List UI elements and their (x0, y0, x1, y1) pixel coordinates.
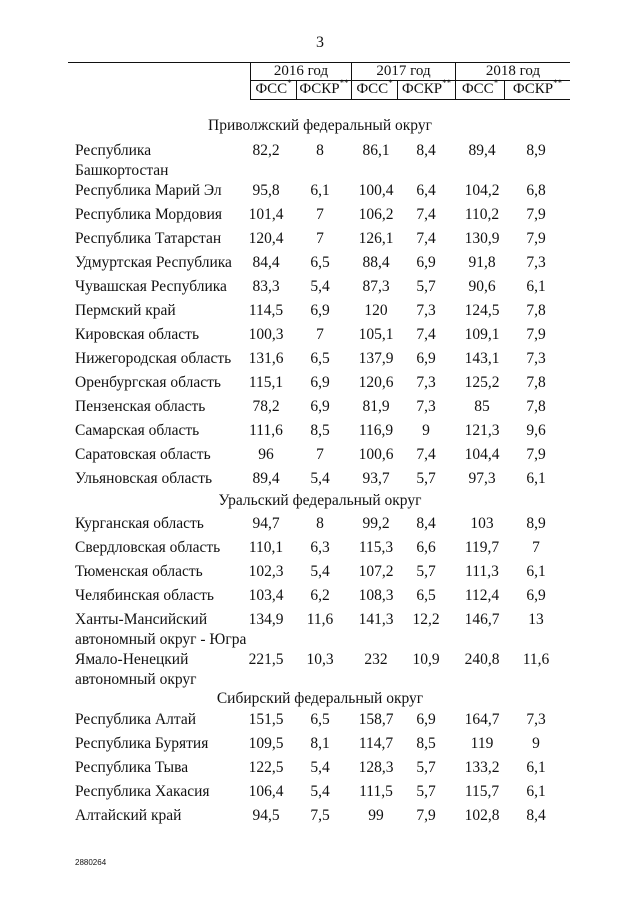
value-fskr-2016: 6,5 (310, 350, 330, 367)
value-fss-2017: 86,1 (362, 142, 390, 159)
region-name: Алтайский край (75, 807, 182, 824)
value-fss-2018: 89,4 (468, 142, 496, 159)
value-fss-2017: 105,1 (358, 326, 394, 343)
value-fskr-2016: 7 (316, 230, 324, 247)
value-fskr-2016: 5,4 (310, 278, 330, 295)
value-fskr-2017: 12,2 (412, 611, 440, 628)
value-fskr-2017: 5,7 (416, 783, 436, 800)
value-fskr-2016: 5,4 (310, 563, 330, 580)
value-fss-2017: 158,7 (358, 711, 394, 728)
value-fskr-2016: 7 (316, 446, 324, 463)
value-fss-2016: 100,3 (248, 326, 284, 343)
region-name: Курганская область (75, 515, 204, 532)
value-fss-2016: 110,1 (248, 539, 284, 556)
region-name: Республика Бурятия (75, 735, 209, 752)
value-fss-2016: 221,5 (248, 651, 284, 668)
subheader-fss: ФСС* (356, 78, 393, 97)
value-fss-2017: 93,7 (362, 470, 390, 487)
value-fss-2018: 104,4 (464, 446, 500, 463)
region-name: Республика Тыва (75, 759, 189, 776)
region-name: Республика Татарстан (75, 230, 222, 247)
value-fskr-2016: 10,3 (306, 651, 334, 668)
value-fss-2016: 151,5 (248, 711, 284, 728)
value-fss-2017: 232 (364, 651, 388, 668)
value-fss-2017: 108,3 (358, 587, 394, 604)
value-fskr-2016: 7,5 (310, 807, 330, 824)
value-fskr-2017: 7,4 (416, 230, 436, 247)
value-fss-2018: 240,8 (464, 651, 500, 668)
region-name: Кировская область (75, 326, 200, 343)
value-fss-2016: 134,9 (248, 611, 284, 628)
value-fskr-2016: 6,5 (310, 711, 330, 728)
value-fss-2016: 122,5 (248, 759, 284, 776)
value-fss-2018: 130,9 (464, 230, 500, 247)
value-fss-2016: 83,3 (252, 278, 280, 295)
document-id: 2880264 (75, 858, 107, 867)
value-fskr-2018: 6,1 (526, 278, 546, 295)
value-fskr-2016: 6,2 (310, 587, 330, 604)
value-fss-2016: 120,4 (248, 230, 284, 247)
value-fss-2018: 97,3 (468, 470, 496, 487)
value-fss-2018: 110,2 (464, 206, 500, 223)
value-fss-2017: 128,3 (358, 759, 394, 776)
value-fss-2018: 146,7 (464, 611, 500, 628)
value-fskr-2017: 6,9 (416, 350, 436, 367)
value-fss-2016: 94,7 (252, 515, 280, 532)
value-fss-2016: 101,4 (248, 206, 284, 223)
value-fss-2018: 121,3 (464, 422, 500, 439)
value-fskr-2018: 6,8 (526, 182, 546, 199)
value-fskr-2018: 9,6 (526, 422, 546, 439)
value-fss-2018: 124,5 (464, 302, 500, 319)
year-header-2018: 2018 год (485, 63, 541, 79)
value-fss-2016: 109,5 (248, 735, 284, 752)
value-fss-2016: 131,6 (248, 350, 284, 367)
section-title: Сибирский федеральный округ (216, 690, 424, 707)
value-fskr-2016: 5,4 (310, 759, 330, 776)
value-fss-2017: 88,4 (362, 254, 390, 271)
value-fss-2018: 104,2 (464, 182, 500, 199)
value-fss-2018: 143,1 (464, 350, 500, 367)
value-fskr-2018: 6,1 (526, 470, 546, 487)
value-fskr-2017: 7,3 (416, 302, 436, 319)
region-name: Тюменская область (75, 563, 203, 580)
value-fskr-2018: 7 (532, 539, 540, 556)
value-fss-2017: 120,6 (358, 374, 394, 391)
value-fss-2016: 89,4 (252, 470, 280, 487)
value-fskr-2016: 5,4 (310, 783, 330, 800)
page-number: 3 (316, 34, 324, 51)
value-fss-2018: 164,7 (464, 711, 500, 728)
value-fss-2018: 112,4 (464, 587, 500, 604)
value-fss-2017: 115,3 (358, 539, 394, 556)
value-fskr-2018: 8,9 (526, 142, 546, 159)
value-fss-2016: 94,5 (252, 807, 280, 824)
value-fskr-2016: 6,9 (310, 302, 330, 319)
value-fskr-2018: 7,8 (526, 302, 546, 319)
value-fskr-2018: 7,9 (526, 446, 546, 463)
region-name: Саратовская область (75, 446, 211, 463)
value-fss-2018: 119 (470, 735, 494, 752)
year-header-2016: 2016 год (273, 63, 329, 79)
value-fskr-2018: 7,8 (526, 374, 546, 391)
value-fskr-2017: 5,7 (416, 278, 436, 295)
value-fss-2018: 125,2 (464, 374, 500, 391)
value-fss-2017: 114,7 (358, 735, 394, 752)
value-fskr-2018: 8,9 (526, 515, 546, 532)
value-fskr-2017: 10,9 (412, 651, 440, 668)
value-fss-2018: 133,2 (464, 759, 500, 776)
value-fss-2018: 111,3 (465, 563, 499, 580)
value-fskr-2018: 7,3 (526, 254, 546, 271)
value-fss-2017: 99 (368, 807, 384, 824)
value-fskr-2018: 7,9 (526, 326, 546, 343)
value-fskr-2018: 11,6 (522, 651, 550, 668)
value-fskr-2017: 7,3 (416, 374, 436, 391)
value-fskr-2018: 6,1 (526, 563, 546, 580)
value-fss-2017: 100,4 (358, 182, 394, 199)
value-fskr-2016: 7 (316, 206, 324, 223)
region-name: Пермский край (75, 302, 176, 319)
value-fskr-2016: 8 (316, 142, 324, 159)
value-fss-2017: 141,3 (358, 611, 394, 628)
value-fss-2016: 106,4 (248, 783, 284, 800)
value-fskr-2017: 6,9 (416, 254, 436, 271)
value-fskr-2017: 7,4 (416, 326, 436, 343)
subheader-fss: ФСС* (461, 78, 499, 97)
region-name: Чувашская Республика (75, 278, 227, 295)
value-fss-2018: 90,6 (468, 278, 496, 295)
value-fss-2018: 115,7 (464, 783, 500, 800)
value-fskr-2017: 8,5 (416, 735, 436, 752)
value-fskr-2016: 6,5 (310, 254, 330, 271)
value-fss-2017: 81,9 (362, 398, 390, 415)
subheader-fskr: ФСКР** (512, 78, 563, 97)
value-fss-2016: 111,6 (249, 422, 283, 439)
value-fskr-2016: 6,9 (310, 398, 330, 415)
value-fskr-2016: 6,9 (310, 374, 330, 391)
value-fskr-2018: 7,3 (526, 350, 546, 367)
value-fskr-2016: 8 (316, 515, 324, 532)
region-name: Оренбургская область (75, 374, 221, 391)
value-fss-2018: 91,8 (468, 254, 496, 271)
value-fss-2017: 126,1 (358, 230, 394, 247)
value-fskr-2018: 7,8 (526, 398, 546, 415)
value-fss-2016: 114,5 (248, 302, 284, 319)
value-fss-2017: 111,5 (359, 783, 393, 800)
value-fskr-2018: 13 (528, 611, 544, 628)
value-fss-2018: 119,7 (464, 539, 500, 556)
value-fskr-2017: 6,4 (416, 182, 436, 199)
region-name: Самарская область (75, 422, 200, 439)
region-name: Республика Алтай (75, 711, 197, 728)
value-fss-2017: 116,9 (358, 422, 394, 439)
value-fskr-2017: 6,9 (416, 711, 436, 728)
subheader-fss: ФСС* (255, 78, 292, 97)
value-fskr-2016: 5,4 (310, 470, 330, 487)
region-name: Пензенская область (75, 398, 206, 415)
value-fskr-2017: 9 (422, 422, 430, 439)
subheader-fskr: ФСКР** (401, 78, 452, 97)
value-fskr-2017: 8,4 (416, 142, 436, 159)
value-fskr-2017: 6,5 (416, 587, 436, 604)
region-name: Республика Мордовия (75, 206, 223, 223)
value-fskr-2017: 7,4 (416, 206, 436, 223)
value-fskr-2018: 6,1 (526, 759, 546, 776)
value-fss-2017: 120 (364, 302, 388, 319)
value-fskr-2018: 7,3 (526, 711, 546, 728)
value-fss-2016: 102,3 (248, 563, 284, 580)
value-fskr-2016: 8,5 (310, 422, 330, 439)
value-fss-2017: 100,6 (358, 446, 394, 463)
section-title: Приволжский федеральный округ (208, 117, 432, 134)
value-fss-2018: 103 (470, 515, 494, 532)
region-name: Республика Хакасия (75, 783, 210, 800)
value-fskr-2018: 9 (532, 735, 540, 752)
value-fskr-2018: 7,9 (526, 206, 546, 223)
region-name: Нижегородская область (75, 350, 232, 367)
value-fss-2016: 115,1 (248, 374, 284, 391)
region-name: Ханты-Мансийский автономный округ - Югра (75, 611, 247, 648)
value-fss-2016: 103,4 (248, 587, 284, 604)
region-name: Челябинская область (75, 587, 214, 604)
value-fskr-2018: 8,4 (526, 807, 546, 824)
value-fss-2017: 99,2 (362, 515, 390, 532)
value-fss-2018: 102,8 (464, 807, 500, 824)
value-fskr-2018: 7,9 (526, 230, 546, 247)
value-fskr-2017: 7,4 (416, 446, 436, 463)
value-fss-2018: 85 (474, 398, 490, 415)
region-name: Удмуртская Республика (75, 254, 232, 271)
value-fskr-2016: 6,3 (310, 539, 330, 556)
value-fss-2017: 137,9 (358, 350, 394, 367)
value-fskr-2017: 5,7 (416, 759, 436, 776)
value-fss-2017: 87,3 (362, 278, 390, 295)
value-fss-2016: 78,2 (252, 398, 280, 415)
header-bottom-rule (250, 99, 570, 100)
value-fss-2016: 96 (258, 446, 274, 463)
value-fss-2016: 95,8 (252, 182, 280, 199)
value-fss-2016: 82,2 (252, 142, 280, 159)
value-fskr-2016: 7 (316, 326, 324, 343)
value-fskr-2016: 6,1 (310, 182, 330, 199)
value-fskr-2018: 6,9 (526, 587, 546, 604)
value-fss-2016: 84,4 (252, 254, 280, 271)
region-name: Свердловская область (75, 539, 221, 556)
region-name: Республика Башкортостан (75, 142, 169, 179)
value-fskr-2017: 5,7 (416, 470, 436, 487)
value-fss-2017: 106,2 (358, 206, 394, 223)
value-fskr-2016: 11,6 (306, 611, 334, 628)
value-fskr-2017: 5,7 (416, 563, 436, 580)
value-fskr-2018: 6,1 (526, 783, 546, 800)
region-name: Ямало-Ненецкий автономный округ (75, 651, 197, 688)
section-title: Уральский федеральный округ (218, 492, 422, 509)
value-fskr-2017: 7,3 (416, 398, 436, 415)
value-fskr-2017: 8,4 (416, 515, 436, 532)
value-fss-2017: 107,2 (358, 563, 394, 580)
value-fskr-2017: 6,6 (416, 539, 436, 556)
year-header-2017: 2017 год (376, 63, 431, 79)
region-name: Республика Марий Эл (75, 182, 222, 199)
table-header (0, 62, 640, 102)
subheader-fskr: ФСКР** (299, 78, 349, 97)
value-fskr-2016: 8,1 (310, 735, 330, 752)
region-name: Ульяновская область (75, 470, 213, 487)
value-fskr-2017: 7,9 (416, 807, 436, 824)
value-fss-2018: 109,1 (464, 326, 500, 343)
